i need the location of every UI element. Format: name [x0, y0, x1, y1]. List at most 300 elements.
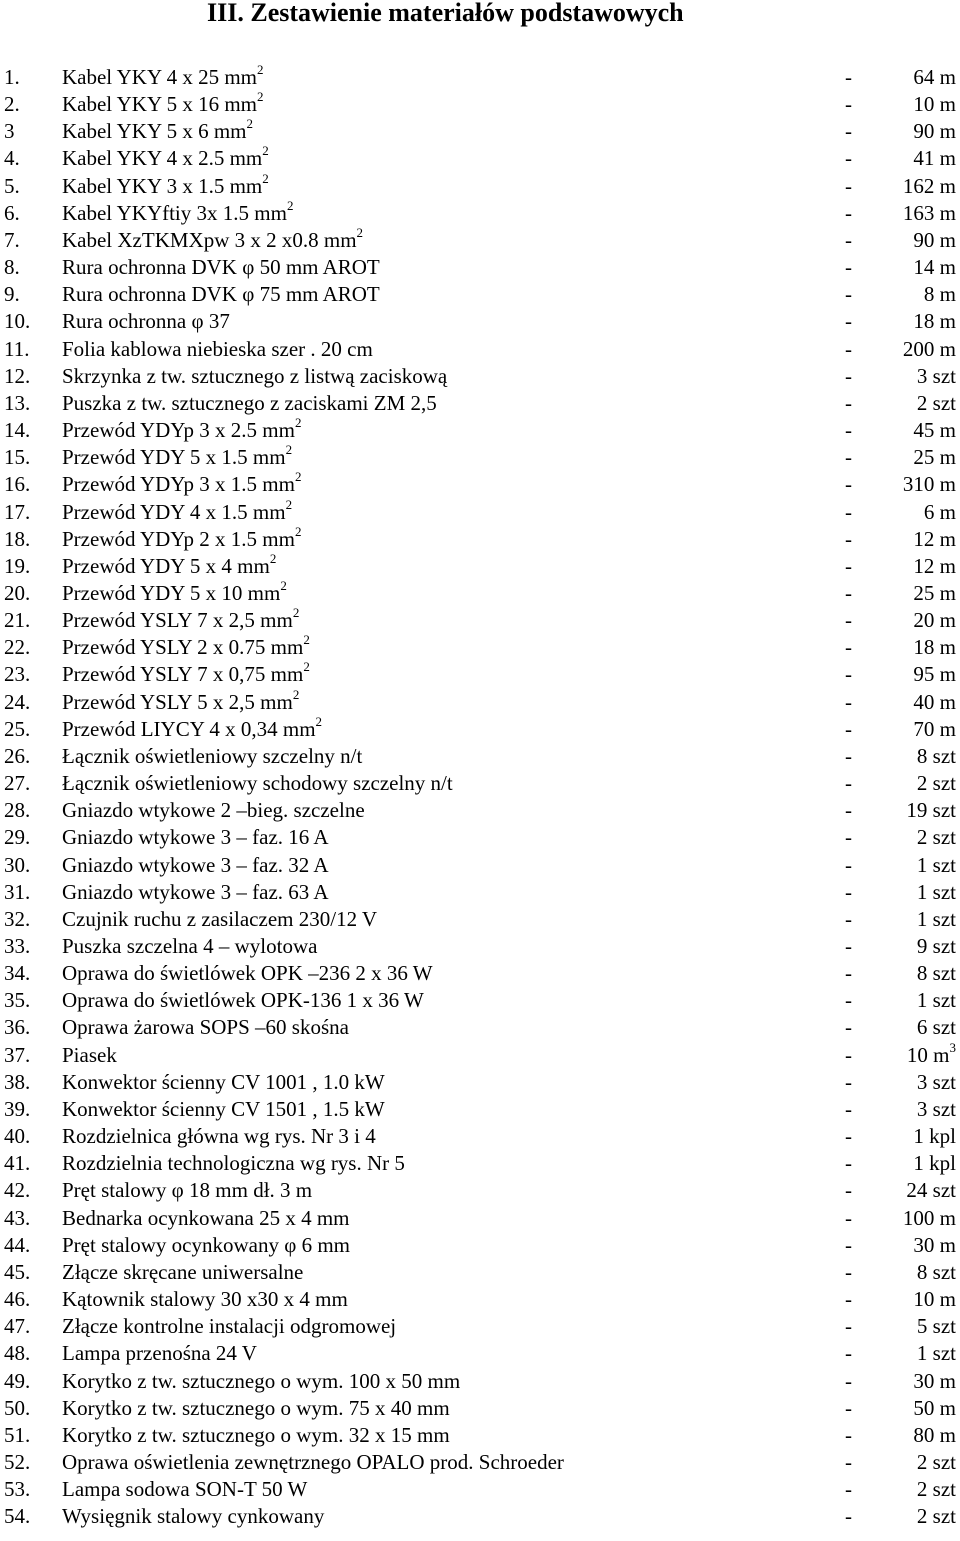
item-quantity	[913, 661, 956, 688]
item-name-superscript: 2	[257, 62, 264, 77]
item-dash: -	[845, 1069, 852, 1094]
item-quantity-text: 2 szt	[916, 1477, 956, 1502]
item-name-text: Puszka z tw. sztucznego z zaciskami ZM 2,5	[62, 390, 437, 415]
item-name-superscript: 2	[262, 143, 269, 159]
item-dash: -	[845, 1096, 852, 1121]
item-name-text: Kabel YKY 5 x 16 mm	[62, 92, 257, 117]
item-quantity	[924, 499, 956, 526]
item-name-text: Puszka szczelna 4 – wylotowa	[62, 934, 318, 958]
item-dash: -	[845, 934, 852, 958]
item-quantity-text: 30 m	[913, 1368, 956, 1393]
item-quantity-text: 12 m	[913, 526, 956, 551]
item-number: 41.	[4, 1151, 31, 1176]
item-number: 4.	[4, 146, 20, 171]
item-name	[62, 960, 433, 987]
item-quantity	[917, 824, 956, 851]
item-number: 50.	[4, 1395, 31, 1420]
item-name-text: Przewód YDY 5 x 10 mm	[62, 580, 281, 605]
item-name-text: Przewód YSLY 7 x 2,5 mm	[62, 608, 293, 633]
item-number: 9.	[4, 282, 20, 307]
item-quantity-text: 6 szt	[916, 1015, 956, 1040]
list-item	[0, 91, 960, 118]
item-dash: -	[845, 1205, 852, 1230]
item-name-text: Złącze kontrolne instalacji odgromowej	[62, 1314, 397, 1339]
item-number: 40.	[4, 1124, 31, 1149]
item-quantity-text: 25 m	[913, 580, 956, 605]
item-name	[62, 1286, 348, 1313]
item-number: 37.	[4, 1042, 31, 1067]
item-name	[62, 1069, 385, 1096]
list-item	[0, 1123, 960, 1150]
item-name	[62, 197, 294, 227]
item-quantity-text: 162 m	[902, 173, 956, 198]
item-quantity-text: 1 kpl	[913, 1124, 956, 1149]
item-quantity	[917, 879, 956, 906]
item-number: 29.	[4, 825, 31, 850]
item-name-text: Pręt stalowy φ 18 mm dł. 3 m	[62, 1178, 313, 1203]
item-dash: -	[845, 65, 852, 89]
list-item	[0, 197, 960, 227]
item-dash: -	[845, 608, 852, 633]
item-dash: -	[845, 879, 852, 904]
item-number: 32.	[4, 906, 31, 931]
list-item	[0, 1150, 960, 1177]
item-dash: -	[845, 662, 852, 687]
item-quantity-text: 8 szt	[916, 961, 956, 986]
materials-list	[0, 64, 960, 1530]
item-number: 47.	[4, 1314, 31, 1339]
item-number: 35.	[4, 988, 31, 1013]
list-item	[0, 308, 960, 335]
item-name	[62, 933, 317, 960]
item-name-text: Kabel YKY 4 x 2.5 mm	[62, 146, 263, 171]
list-item	[0, 607, 960, 634]
item-name	[62, 170, 269, 200]
list-item	[0, 987, 960, 1014]
item-dash: -	[845, 1368, 852, 1393]
list-item	[0, 686, 960, 716]
item-name-superscript: 2	[294, 415, 302, 431]
item-number: 14.	[4, 418, 31, 443]
item-name-text: Gniazdo wtykowe 2 –bieg. szczelne	[62, 798, 365, 823]
item-name-superscript: 2	[280, 577, 287, 593]
item-dash: -	[845, 92, 852, 117]
item-name	[62, 550, 277, 580]
item-name-text: Rura ochronna φ 37	[62, 309, 230, 334]
list-item	[0, 1503, 960, 1530]
item-name	[62, 336, 373, 363]
item-name-text: Lampa przenośna 24 V	[62, 1341, 257, 1366]
item-quantity-text: 3 szt	[916, 1096, 956, 1121]
item-quantity	[924, 281, 956, 308]
item-quantity	[913, 91, 956, 118]
item-number: 53.	[4, 1477, 31, 1502]
item-name-text: Oprawa oświetlenia zewnętrznego OPALO prod. Schroeder	[62, 1449, 564, 1474]
item-quantity	[917, 1313, 956, 1340]
item-quantity-text: 1 szt	[916, 1341, 956, 1366]
item-quantity-text: 10 m	[906, 1042, 950, 1067]
list-item	[0, 1039, 960, 1069]
item-quantity	[913, 308, 956, 335]
item-name-text: Kabel YKYftiy 3x 1.5 mm	[62, 200, 287, 225]
item-name-text: Rura ochronna DVK φ 50 mm AROT	[62, 255, 380, 280]
item-quantity	[913, 1286, 956, 1313]
item-number: 36.	[4, 1015, 31, 1040]
item-dash: -	[845, 635, 852, 660]
item-name-text: Gniazdo wtykowe 3 – faz. 63 A	[62, 879, 329, 904]
item-number: 26.	[4, 743, 31, 768]
item-quantity	[917, 1014, 956, 1041]
item-number: 42.	[4, 1178, 31, 1203]
item-name-text: Piasek	[62, 1042, 117, 1067]
item-quantity-text: 2 szt	[916, 1504, 956, 1529]
item-dash: -	[845, 961, 852, 986]
list-item	[0, 1069, 960, 1096]
item-number: 39.	[4, 1096, 31, 1121]
item-number: 10.	[4, 309, 31, 334]
item-quantity	[913, 118, 956, 145]
item-number: 15.	[4, 445, 31, 470]
item-quantity-text: 10 m	[913, 1287, 956, 1312]
item-name-superscript: 2	[315, 713, 323, 729]
item-name-text: Kabel YKY 5 x 6 mm	[62, 119, 247, 144]
item-number: 2.	[4, 92, 20, 117]
item-dash: -	[845, 553, 852, 578]
list-item	[0, 1177, 960, 1204]
item-dash: -	[845, 1259, 852, 1284]
item-quantity	[906, 1039, 956, 1069]
item-name	[62, 1096, 385, 1123]
item-quantity-text: 40 m	[913, 689, 956, 714]
item-quantity-text: 200 m	[902, 336, 956, 361]
list-item	[0, 797, 960, 824]
item-quantity-text: 163 m	[902, 200, 956, 225]
item-quantity-text: 90 m	[913, 227, 956, 252]
item-dash: -	[845, 336, 852, 361]
item-name	[62, 824, 329, 851]
item-quantity-text: 12 m	[913, 553, 956, 578]
item-number: 18.	[4, 526, 31, 551]
list-item	[0, 634, 960, 661]
item-name	[62, 308, 230, 335]
item-name-superscript: 2	[292, 605, 300, 621]
item-quantity	[913, 64, 956, 91]
item-dash: -	[845, 418, 852, 443]
item-dash: -	[845, 1314, 852, 1339]
item-dash: -	[845, 1232, 852, 1257]
item-number: 33.	[4, 934, 31, 958]
item-name-text: Rozdzielnica główna wg rys. Nr 3 i 4	[62, 1124, 376, 1149]
item-number: 20.	[4, 580, 31, 605]
item-number: 17.	[4, 499, 31, 524]
list-item	[0, 824, 960, 851]
item-name	[62, 1340, 257, 1367]
item-name-text: Oprawa do świetlówek OPK –236 2 x 36 W	[62, 961, 433, 986]
item-quantity-text: 64 m	[913, 65, 956, 89]
item-quantity-text: 2 szt	[916, 771, 956, 796]
item-number: 46.	[4, 1287, 31, 1312]
item-number: 51.	[4, 1422, 31, 1447]
item-name	[62, 523, 302, 553]
list-item	[0, 743, 960, 770]
item-dash: -	[845, 146, 852, 171]
item-quantity-text: 18 m	[913, 309, 956, 334]
item-name-text: Konwektor ścienny CV 1001 , 1.0 kW	[62, 1069, 385, 1094]
item-quantity	[913, 417, 956, 444]
item-name	[62, 91, 264, 118]
item-dash: -	[845, 1015, 852, 1040]
item-quantity	[903, 1205, 956, 1232]
item-name	[62, 64, 264, 91]
item-quantity	[917, 1449, 956, 1476]
item-number: 38.	[4, 1069, 31, 1094]
item-number: 27.	[4, 771, 31, 796]
item-name-superscript: 2	[269, 550, 277, 566]
item-name	[62, 1177, 312, 1204]
item-quantity	[917, 363, 956, 390]
item-dash: -	[845, 1422, 852, 1447]
item-quantity-text: 3 szt	[916, 1069, 956, 1094]
item-name	[62, 1422, 450, 1449]
item-name	[62, 417, 301, 444]
item-number: 21.	[4, 608, 31, 633]
item-dash: -	[845, 1124, 852, 1149]
item-name	[62, 1205, 350, 1232]
item-name	[62, 444, 292, 471]
item-quantity	[913, 526, 956, 553]
item-number: 16.	[4, 472, 31, 497]
item-quantity-text: 14 m	[913, 255, 956, 280]
item-quantity	[913, 1368, 956, 1395]
item-quantity-text: 20 m	[913, 608, 956, 633]
item-quantity	[917, 1259, 956, 1286]
item-name-text: Przewód YDY 5 x 1.5 mm	[62, 445, 286, 470]
item-name-text: Kabel YKY 4 x 25 mm	[62, 65, 257, 89]
item-quantity-text: 8 m	[923, 282, 956, 307]
item-dash: -	[845, 825, 852, 850]
item-number: 31.	[4, 879, 31, 904]
list-item	[0, 1259, 960, 1286]
item-dash: -	[845, 771, 852, 796]
item-quantity-text: 50 m	[913, 1395, 956, 1420]
item-dash: -	[845, 173, 852, 198]
item-dash: -	[845, 1504, 852, 1529]
item-quantity	[913, 1123, 956, 1150]
item-quantity-text: 100 m	[902, 1205, 956, 1230]
item-dash: -	[845, 282, 852, 307]
item-name	[62, 686, 300, 716]
item-name-text: Przewód YDY 4 x 1.5 mm	[62, 499, 286, 524]
item-name-text: Wysięgnik stalowy cynkowany	[62, 1504, 325, 1529]
item-name	[62, 906, 377, 933]
list-item	[0, 145, 960, 172]
item-number: 12.	[4, 363, 31, 388]
list-item	[0, 879, 960, 906]
item-name	[62, 1232, 350, 1259]
item-quantity	[917, 1476, 956, 1503]
item-quantity	[917, 743, 956, 770]
item-name-text: Korytko z tw. sztucznego o wym. 75 x 40 mm	[62, 1395, 450, 1420]
item-quantity	[913, 1150, 956, 1177]
item-name	[62, 363, 447, 390]
item-quantity	[917, 1069, 956, 1096]
list-item	[0, 523, 960, 553]
item-name-superscript: 2	[292, 686, 300, 702]
item-name	[62, 1368, 460, 1395]
item-number: 5.	[4, 173, 20, 198]
item-number: 19.	[4, 553, 31, 578]
item-name	[62, 1042, 117, 1069]
item-name-text: Skrzynka z tw. sztucznego z listwą zaciskową	[62, 363, 448, 388]
list-item	[0, 1205, 960, 1232]
item-name-text: Przewód YDY 5 x 4 mm	[62, 553, 270, 578]
item-name	[62, 1449, 564, 1476]
list-item	[0, 933, 960, 960]
item-dash: -	[845, 363, 852, 388]
item-name	[62, 1014, 349, 1041]
item-dash: -	[845, 689, 852, 714]
item-name	[62, 496, 293, 526]
item-dash: -	[845, 716, 852, 741]
item-number: 54.	[4, 1504, 31, 1529]
item-name	[62, 224, 364, 254]
item-number: 44.	[4, 1232, 31, 1257]
item-quantity	[906, 1177, 956, 1204]
item-quantity	[913, 1422, 956, 1449]
item-quantity	[913, 227, 956, 254]
item-name-text: Kątownik stalowy 30 x30 x 4 mm	[62, 1287, 348, 1312]
item-name-text: Przewód YDYp 2 x 1.5 mm	[62, 526, 295, 551]
item-name-text: Przewód YSLY 2 x 0.75 mm	[62, 635, 304, 660]
list-item	[0, 1313, 960, 1340]
list-item	[0, 496, 960, 526]
item-name-text: Korytko z tw. sztucznego o wym. 100 x 50 mm	[62, 1368, 461, 1393]
list-item	[0, 1340, 960, 1367]
item-quantity	[917, 987, 956, 1014]
item-quantity-text: 45 m	[913, 418, 956, 443]
item-quantity	[917, 1503, 956, 1530]
item-quantity	[913, 444, 956, 471]
page-title: III. Zestawienie materiałów podstawowych	[207, 0, 684, 27]
item-quantity-text: 3 szt	[916, 363, 956, 388]
item-name-superscript: 2	[294, 523, 302, 539]
item-quantity	[903, 200, 956, 227]
list-item	[0, 336, 960, 363]
item-number: 48.	[4, 1341, 31, 1366]
item-number: 6.	[4, 200, 20, 225]
item-quantity	[913, 580, 956, 607]
item-name-superscript: 2	[303, 632, 310, 648]
item-name	[62, 987, 424, 1014]
item-name-superscript: 2	[285, 496, 293, 512]
item-dash: -	[845, 906, 852, 931]
item-quantity-text: 41 m	[913, 146, 956, 171]
item-name-text: Złącze skręcane uniwersalne	[62, 1259, 304, 1284]
item-quantity	[917, 390, 956, 417]
item-name-superscript: 2	[356, 224, 364, 240]
item-number: 13.	[4, 390, 31, 415]
item-quantity-text: 8 szt	[916, 1259, 956, 1284]
item-quantity-text: 70 m	[913, 716, 956, 741]
item-dash: -	[845, 1449, 852, 1474]
item-dash: -	[845, 227, 852, 252]
item-dash: -	[845, 580, 852, 605]
item-dash: -	[845, 988, 852, 1013]
item-quantity-text: 24 szt	[906, 1178, 956, 1203]
item-quantity-text: 1 szt	[916, 906, 956, 931]
item-quantity-text: 2 szt	[916, 1449, 956, 1474]
list-item	[0, 390, 960, 417]
item-name-text: Pręt stalowy ocynkowany φ 6 mm	[62, 1232, 351, 1257]
item-dash: -	[845, 1477, 852, 1502]
item-name-text: Łącznik oświetleniowy schodowy szczelny n/t	[62, 771, 453, 796]
item-name	[62, 661, 310, 688]
item-name-superscript: 2	[246, 116, 253, 132]
item-name-superscript: 2	[286, 197, 294, 213]
item-quantity	[913, 1232, 956, 1259]
item-quantity	[903, 336, 956, 363]
item-quantity	[913, 254, 956, 281]
item-name	[62, 254, 380, 281]
item-name	[62, 145, 269, 172]
item-quantity-text: 1 szt	[916, 879, 956, 904]
item-number: 43.	[4, 1205, 31, 1230]
item-quantity	[903, 471, 956, 498]
list-item	[0, 1368, 960, 1395]
list-item	[0, 64, 960, 91]
list-item	[0, 254, 960, 281]
item-dash: -	[845, 309, 852, 334]
item-dash: -	[845, 526, 852, 551]
item-quantity	[917, 960, 956, 987]
item-name	[62, 797, 365, 824]
list-item	[0, 417, 960, 444]
item-quantity	[913, 689, 956, 716]
item-quantity-text: 19 szt	[906, 798, 956, 823]
list-item	[0, 281, 960, 308]
item-number: 3	[4, 119, 15, 144]
item-quantity-superscript: 3	[949, 1039, 956, 1055]
item-quantity-text: 25 m	[913, 445, 956, 470]
list-item	[0, 1422, 960, 1449]
item-name-text: Przewód YSLY 5 x 2,5 mm	[62, 689, 293, 714]
item-quantity-text: 2 szt	[916, 390, 956, 415]
item-name	[62, 607, 299, 634]
list-item	[0, 118, 960, 145]
item-name-text: Kabel YKY 3 x 1.5 mm	[62, 173, 263, 198]
item-name	[62, 471, 301, 498]
item-quantity	[903, 173, 956, 200]
item-quantity	[917, 906, 956, 933]
item-quantity	[917, 1340, 956, 1367]
item-quantity	[913, 634, 956, 661]
item-quantity	[913, 716, 956, 743]
item-name	[62, 1476, 307, 1503]
item-number: 49.	[4, 1368, 31, 1393]
item-name-text: Konwektor ścienny CV 1501 , 1.5 kW	[62, 1096, 385, 1121]
item-quantity-text: 9 szt	[916, 934, 956, 958]
item-name-text: Kabel XzTKMXpw 3 x 2 x0.8 mm	[62, 227, 357, 252]
list-item	[0, 224, 960, 254]
item-name-text: Lampa sodowa SON-T 50 W	[62, 1477, 308, 1502]
list-item	[0, 363, 960, 390]
item-number: 1.	[4, 65, 20, 89]
item-quantity	[913, 145, 956, 172]
item-number: 45.	[4, 1259, 31, 1284]
item-number: 8.	[4, 255, 20, 280]
list-item	[0, 1449, 960, 1476]
item-name	[62, 743, 362, 770]
